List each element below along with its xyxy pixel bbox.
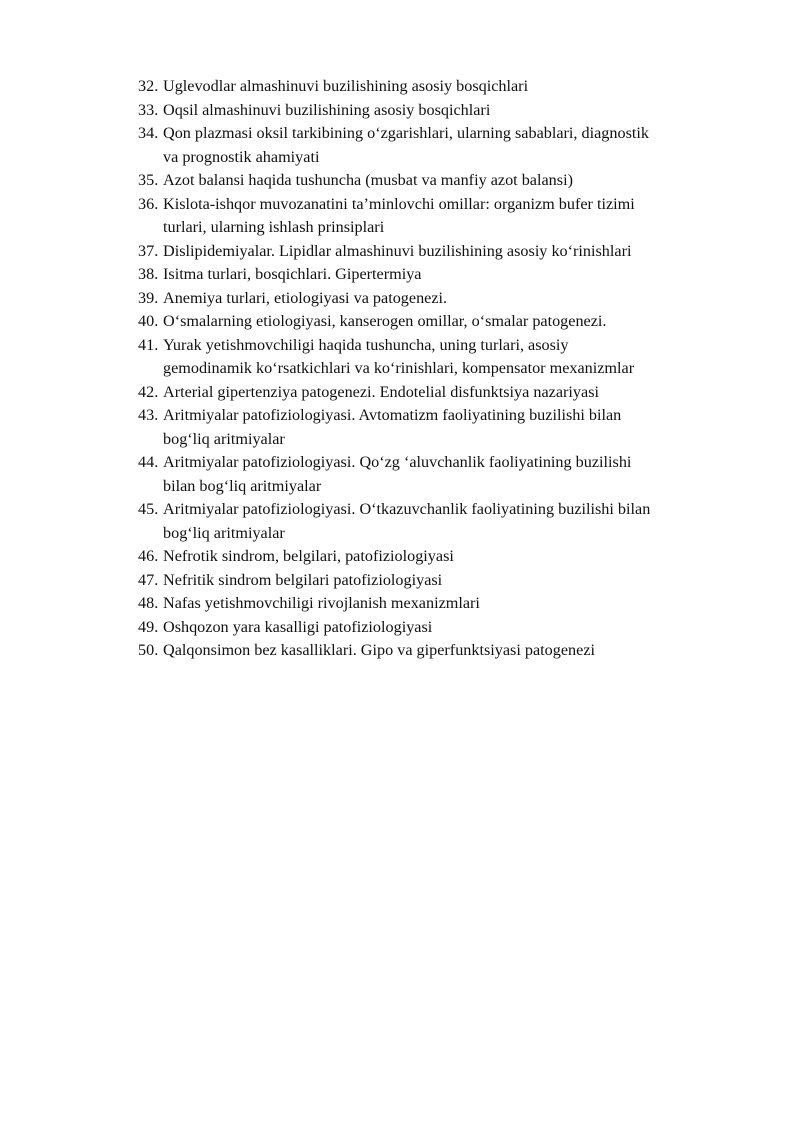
list-item <box>138 310 748 334</box>
item-text-line: va prognostik ahamiyati <box>163 147 320 166</box>
item-text-line: Dislipidemiyalar. Lipidlar almashinuvi buzilishining asosiy ko‘rinishlari <box>163 241 632 260</box>
item-number: 38. <box>138 265 159 283</box>
item-text-line: Qalqonsimon bez kasalliklari. Gipo va giperfunktsiyasi patogenezi <box>163 641 596 659</box>
item-text-line: Isitma turlari, bosqichlari. Gipertermiya <box>163 265 422 283</box>
item-text-line: turlari, ularning ishlash prinsiplari <box>163 218 385 236</box>
list-item <box>138 75 748 99</box>
item-number: 44. <box>138 453 159 471</box>
item-text-line: Qon plazmasi oksil tarkibining o‘zgarishlari, ularning sabablari, diagnostik <box>163 124 649 142</box>
item-text-line: Anemiya turlari, etiologiyasi va patogenezi. <box>163 288 448 307</box>
item-text <box>163 75 528 99</box>
item-number: 37. <box>138 241 159 260</box>
list-item <box>138 569 748 593</box>
item-text-line: Nefritik sindrom belgilari patofiziologiyasi <box>163 570 443 589</box>
item-number: 40. <box>138 312 159 330</box>
list-item <box>138 545 748 569</box>
item-text-line: bog‘liq aritmiyalar <box>163 429 285 448</box>
item-number: 48. <box>138 594 159 612</box>
item-text <box>163 639 595 663</box>
item-text <box>163 334 634 381</box>
item-number: 39. <box>138 288 159 307</box>
item-number: 47. <box>138 570 159 589</box>
item-number: 45. <box>138 500 159 518</box>
item-text-line: Aritmiyalar patofiziologiyasi. O‘tkazuvchanlik faoliyatining buzilishi bilan <box>163 500 651 518</box>
list-item <box>138 169 748 193</box>
item-number: 34. <box>138 124 159 142</box>
item-text <box>163 381 599 405</box>
list-item <box>138 381 748 405</box>
list-item <box>138 451 748 498</box>
item-text-line: Yurak yetishmovchiligi haqida tushuncha, uning turlari, asosiy <box>163 335 569 354</box>
item-text-line: O‘smalarning etiologiyasi, kanserogen omillar, o‘smalar patogenezi. <box>163 312 607 330</box>
item-number: 50. <box>138 641 159 659</box>
item-text <box>163 122 649 169</box>
item-number: 46. <box>138 547 159 565</box>
question-list <box>138 75 748 663</box>
item-text-line: Aritmiyalar patofiziologiyasi. Avtomatizm faoliyatining buzilishi bilan <box>163 406 622 424</box>
item-text-line: Oshqozon yara kasalligi patofiziologiyasi <box>163 617 433 636</box>
item-text <box>163 193 635 240</box>
list-item <box>138 122 748 169</box>
item-number: 32. <box>138 77 159 95</box>
item-text-line: Arterial gipertenziya patogenezi. Endotelial disfunktsiya nazariyasi <box>163 382 599 401</box>
item-text-line: Kislota-ishqor muvozanatini ta’minlovchi omillar: organizm bufer tizimi <box>163 194 635 213</box>
item-text <box>163 240 631 264</box>
item-text <box>163 616 432 640</box>
item-number: 33. <box>138 100 159 119</box>
item-number: 41. <box>138 335 159 354</box>
item-text <box>163 592 480 616</box>
item-text-line: Nefrotik sindrom, belgilari, patofiziologiyasi <box>163 547 454 565</box>
list-item <box>138 240 748 264</box>
item-text <box>163 310 606 334</box>
item-text-line: bog‘liq aritmiyalar <box>163 523 285 542</box>
list-item <box>138 404 748 451</box>
item-text <box>163 263 421 287</box>
list-item <box>138 287 748 311</box>
item-text <box>163 287 447 311</box>
list-item <box>138 193 748 240</box>
item-number: 43. <box>138 406 159 424</box>
list-item <box>138 334 748 381</box>
item-text <box>163 569 442 593</box>
item-text <box>163 545 454 569</box>
list-item <box>138 99 748 123</box>
item-text <box>163 498 650 545</box>
item-text-line: Nafas yetishmovchiligi rivojlanish mexanizmlari <box>163 594 480 612</box>
item-text-line: bilan bog‘liq aritmiyalar <box>163 476 322 495</box>
item-text <box>163 169 573 193</box>
item-text-line: Uglevodlar almashinuvi buzilishining asosiy bosqichlari <box>163 77 529 95</box>
item-text <box>163 404 621 451</box>
item-number: 36. <box>138 194 159 213</box>
list-item <box>138 498 748 545</box>
item-number: 35. <box>138 171 159 189</box>
list-item <box>138 263 748 287</box>
item-text-line: Oqsil almashinuvi buzilishining asosiy bosqichlari <box>163 100 491 119</box>
list-item <box>138 616 748 640</box>
item-text <box>163 99 490 123</box>
item-number: 42. <box>138 382 159 401</box>
item-text-line: Azot balansi haqida tushuncha (musbat va manfiy azot balansi) <box>163 171 573 189</box>
item-text <box>163 451 631 498</box>
list-item <box>138 639 748 663</box>
item-number: 49. <box>138 617 159 636</box>
item-text-line: Aritmiyalar patofiziologiyasi. Qo‘zg ‘aluvchanlik faoliyatining buzilishi <box>163 453 632 471</box>
list-item <box>138 592 748 616</box>
item-text-line: gemodinamik ko‘rsatkichlari va ko‘rinishlari, kompensator mexanizmlar <box>163 359 635 377</box>
